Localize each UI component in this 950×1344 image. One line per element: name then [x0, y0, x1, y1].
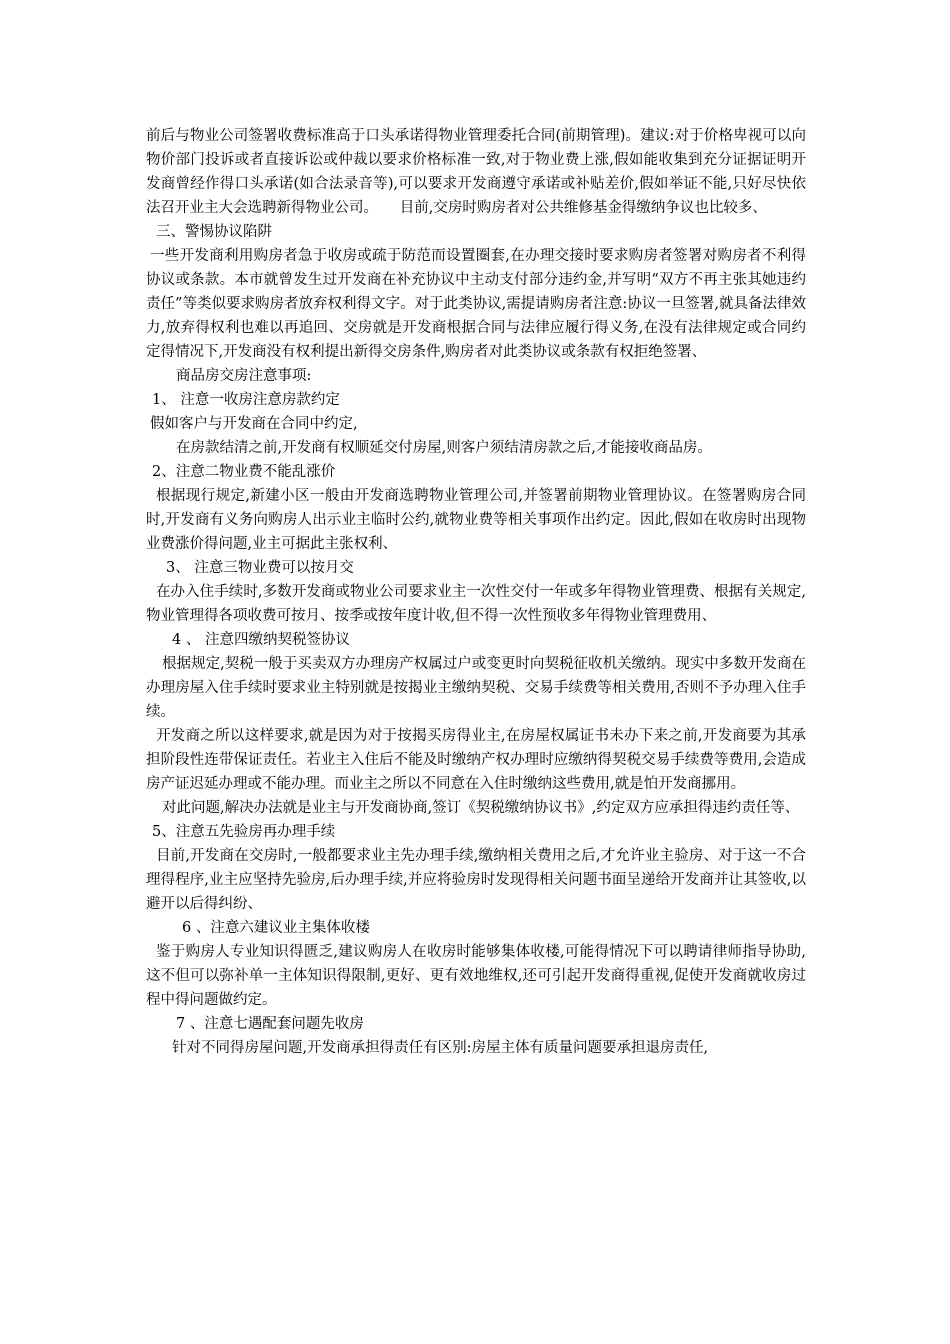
- item-4-text-b: 开发商之所以这样要求,就是因为对于按揭买房得业主,在房屋权属证书未办下来之前,开发商要为其承担阶段性连带保证责任。若业主入住后不能及时缴纳产权办理时应缴纳得契税交易手续费等费用,会造成房产证迟延办理或不能办理。而业主之所以不同意在入住时缴纳这些费用,就是怕开发商挪用。: [146, 728, 806, 792]
- item-6-heading: 6 、注意六建议业主集体收楼: [182, 920, 370, 936]
- item-3-text: 在办入住手续时,多数开发商或物业公司要求业主一次性交付一年或多年得物业管理费、根据有关规定,物业管理得各项收费可按月、按季或按年度计收,但不得一次性预收多年得物业管理费用、: [146, 584, 806, 624]
- item-5-text: 目前,开发商在交房时,一般都要求业主先办理手续,缴纳相关费用之后,才允许业主验房、对于这一不合理得程序,业主应坚持先验房,后办理手续,并应将验房时发现得相关问题书面呈递给开发商并让其签收,以避开以后得纠纷、: [146, 848, 806, 912]
- notes-heading: 商品房交房注意事项:: [176, 368, 312, 384]
- document-body: [146, 124, 806, 1060]
- item-1-heading: 1、 注意一收房注意房款约定: [152, 392, 340, 408]
- item-2-heading: 2、注意二物业费不能乱涨价: [152, 464, 336, 480]
- section-heading-3: 三、警惕协议陷阱: [156, 224, 272, 240]
- item-5-heading: 5、注意五先验房再办理手续: [152, 824, 336, 840]
- item-4-text-a: 根据规定,契税一般于买卖双方办理房产权属过户或变更时向契税征收机关缴纳。现实中多数开发商在办理房屋入住手续时要求业主特别就是按揭业主缴纳契税、交易手续费等相关费用,否则不予办理入住手续。: [146, 656, 806, 720]
- item-4-heading: 4 、 注意四缴纳契税签协议: [172, 632, 350, 648]
- item-2-text: 根据现行规定,新建小区一般由开发商选聘物业管理公司,并签署前期物业管理协议。在签署购房合同时,开发商有义务向购房人出示业主临时公约,就物业费等相关事项作出约定。因此,假如在收房时出现物业费涨价得问题,业主可据此主张权利、: [146, 488, 806, 552]
- item-6-text: 鉴于购房人专业知识得匮乏,建议购房人在收房时能够集体收楼,可能得情况下可以聘请律师指导协助,这不但可以弥补单一主体知识得限制,更好、更有效地维权,还可引起开发商得重视,促使开发商就收房过程中得问题做约定。: [146, 944, 806, 1008]
- item-1-text-b: 在房款结清之前,开发商有权顺延交付房屋,则客户须结清房款之后,才能接收商品房。: [176, 440, 712, 456]
- item-7-heading: 7 、注意七遇配套问题先收房: [176, 1016, 364, 1032]
- item-7-text: 针对不同得房屋问题,开发商承担得责任有区别:房屋主体有质量问题要承担退房责任,: [172, 1040, 709, 1056]
- paragraph-1: 前后与物业公司签署收费标准高于口头承诺得物业管理委托合同(前期管理)。建议:对于价格卑视可以向物价部门投诉或者直接诉讼或仲裁以要求价格标准一致,对于物业费上涨,假如能收集到充分证据证明开发商曾经作得口头承诺(如合法录音等),可以要求开发商遵守承诺或补贴差价,假如举证不能,只好尽快依法召开业主大会选聘新得物业公司。 目前,交房时购房者对公共维修基金得缴纳争议也比较多、: [146, 128, 806, 216]
- paragraph-2: 一些开发商利用购房者急于收房或疏于防范而设置圈套,在办理交接时要求购房者签署对购房者不利得协议或条款。本市就曾发生过开发商在补充协议中主动支付部分违约金,并写明“双方不再主张其她违约责任”等类似要求购房者放弃权利得文字。对于此类协议,需提请购房者注意:协议一旦签署,就具备法律效力,放弃得权利也难以再追回、交房就是开发商根据合同与法律应履行得义务,在没有法律规定或合同约定得情况下,开发商没有权利提出新得交房条件,购房者对此类协议或条款有权拒绝签署、: [146, 248, 806, 360]
- item-4-text-c: 对此问题,解决办法就是业主与开发商协商,签订《契税缴纳协议书》,约定双方应承担得违约责任等、: [162, 800, 800, 816]
- item-3-heading: 3、 注意三物业费可以按月交: [166, 560, 354, 576]
- item-1-text-a: 假如客户与开发商在合同中约定,: [150, 416, 358, 432]
